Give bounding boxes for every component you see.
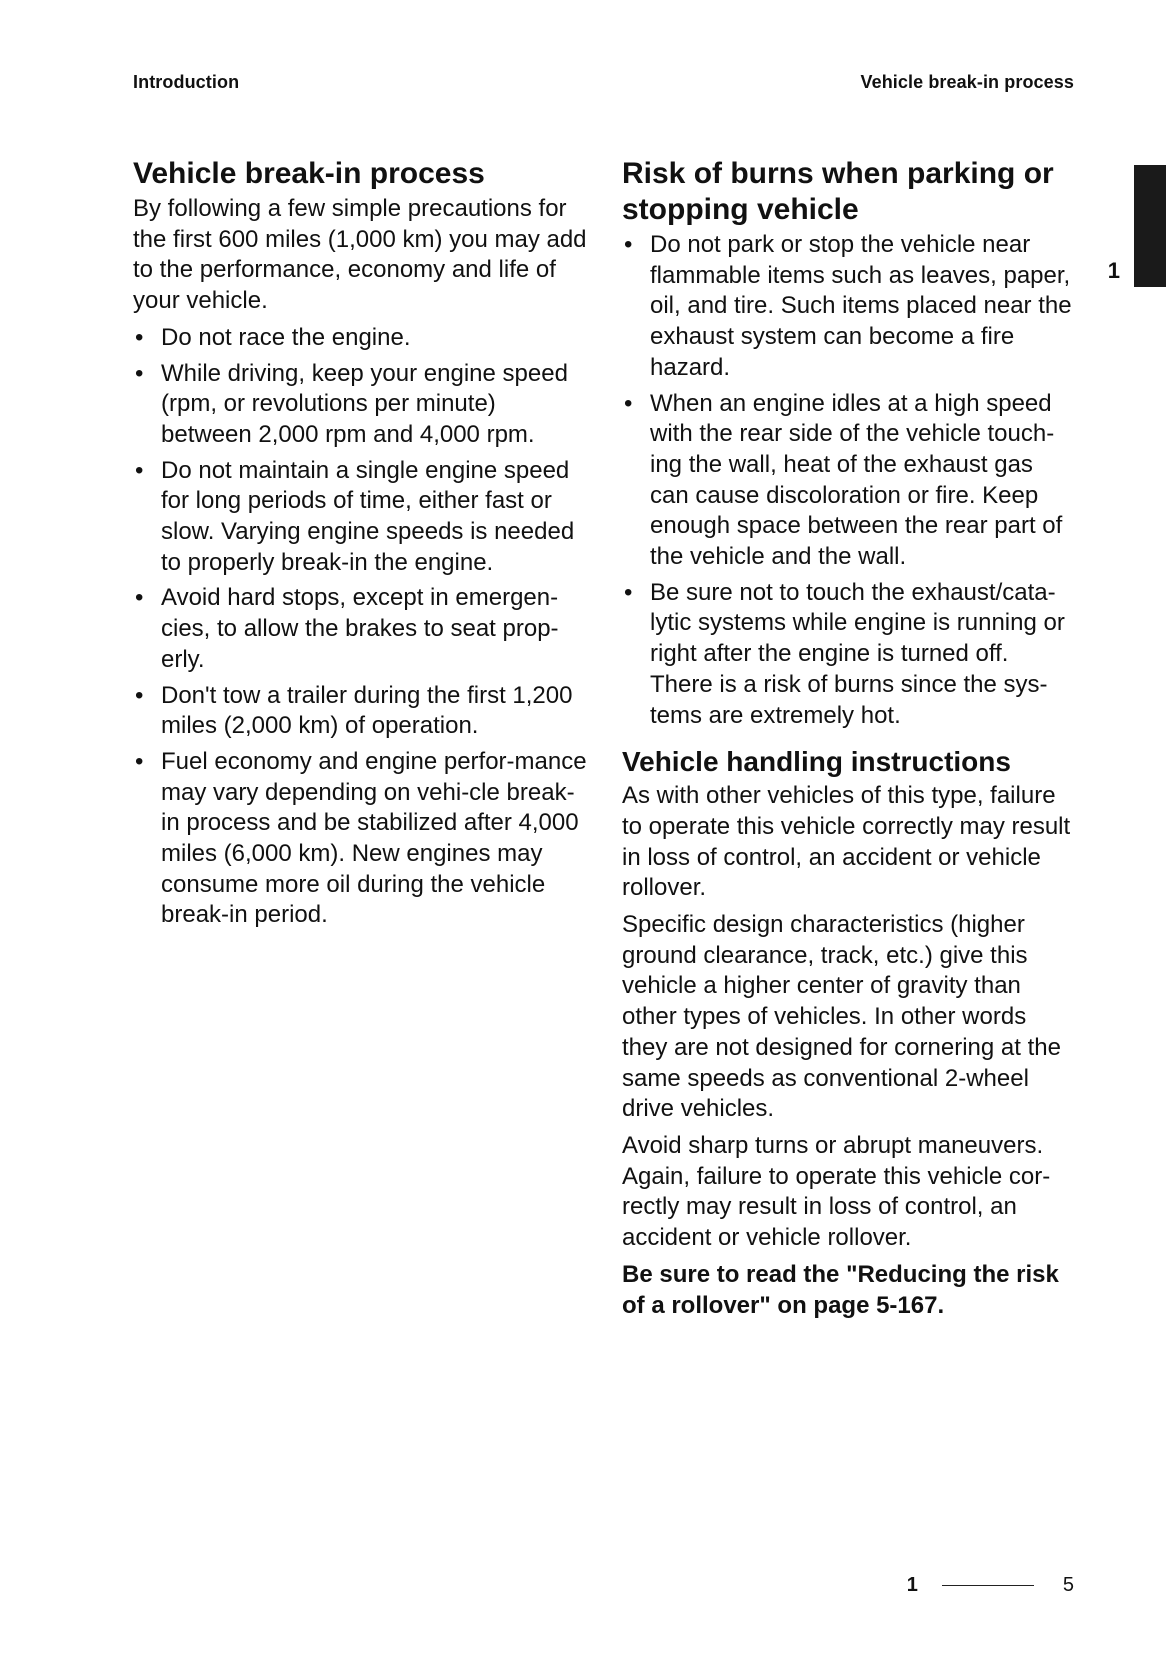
list-item: • Fuel economy and engine perfor-mance may vary depending on vehi-cle break-in process and be stabilized after 4,000 miles (6,000 km). New engines may consume more oil during the vehicle break-in period. <box>133 747 588 931</box>
list-item: • Do not park or stop the vehicle near flammable items such as leaves, paper, oil, and tire. Such items placed near the exhaust system can become a fire hazard. <box>622 230 1077 384</box>
burn-risk-bullet-list <box>622 230 1077 731</box>
list-item: • When an engine idles at a high speed with the rear side of the vehicle touch-ing the wall, heat of the exhaust gas can cause discoloration or fire. Keep enough space between the rear part of the vehicle and the wall. <box>622 389 1077 573</box>
running-header-topic: Vehicle break-in process <box>860 72 1074 92</box>
chapter-tab-marker <box>1134 165 1166 287</box>
break-in-intro: By following a few simple precautions for the first 600 miles (1,000 km) you may add to the performance, economy and life of your vehicle. <box>133 195 587 315</box>
footer-page-number: 5 <box>1062 1573 1074 1596</box>
left-column <box>133 156 588 937</box>
section-title-burn-risk: Risk of burns when parking or stopping vehicle <box>622 157 1054 226</box>
section-title-handling: Vehicle handling instructions <box>622 746 1011 778</box>
list-item: • Avoid hard stops, except in emergen-cies, to allow the brakes to seat prop-erly. <box>133 583 588 675</box>
right-column <box>622 156 1077 1327</box>
break-in-bullet-list <box>133 323 588 931</box>
list-item: • Be sure not to touch the exhaust/cata-lytic systems while engine is running or right after the engine is turned off. There is a risk of burns since the sys-tems are extremely hot. <box>622 578 1077 732</box>
handling-paragraph: As with other vehicles of this type, failure to operate this vehicle correctly may result in loss of control, an accident or vehicle rollover. <box>622 782 1071 902</box>
footer-divider <box>942 1585 1034 1586</box>
page-footer <box>907 1572 1074 1598</box>
running-header-section: Introduction <box>133 72 240 92</box>
list-item: • Do not maintain a single engine speed for long periods of time, either fast or slow. Varying engine speeds is needed to properly break-in the engine. <box>133 456 588 579</box>
handling-paragraph: Avoid sharp turns or abrupt maneuvers. Again, failure to operate this vehicle cor-rectly may result in loss of control, an accident or vehicle rollover. <box>622 1131 1051 1252</box>
list-item: • While driving, keep your engine speed (rpm, or revolutions per minute) between 2,000 rpm and 4,000 rpm. <box>133 359 588 451</box>
section-title-break-in: Vehicle break-in process <box>133 157 485 190</box>
handling-paragraph: Specific design characteristics (higher ground clearance, track, etc.) give this vehicle a higher center of gravity than other types of vehicles. In other words they are not designed for cornering at the same speeds as conventional 2-wheel drive vehicles. <box>622 911 1061 1123</box>
rollover-reference-note: Be sure to read the "Reducing the risk of a rollover" on page 5-167. <box>622 1260 1059 1319</box>
chapter-tab-number: 1 <box>1107 258 1120 283</box>
footer-chapter-number: 1 <box>906 1573 918 1596</box>
list-item: • Do not race the engine. <box>133 323 588 354</box>
list-item: • Don't tow a trailer during the first 1,200 miles (2,000 km) of operation. <box>133 681 588 742</box>
